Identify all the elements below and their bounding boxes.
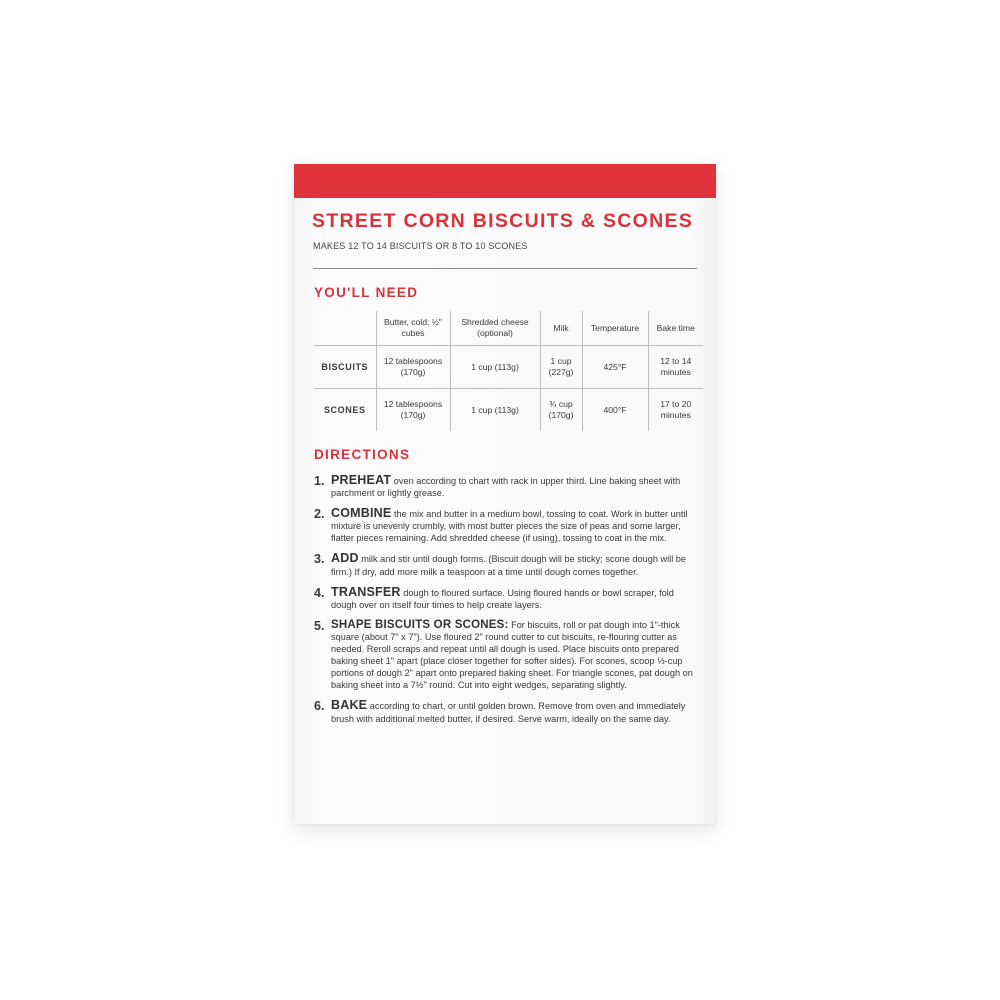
column-header: Bake time xyxy=(648,311,703,346)
step-number: 2. xyxy=(314,507,325,522)
step-number: 3. xyxy=(314,552,325,567)
step-number: 4. xyxy=(314,585,325,600)
column-header: Milk xyxy=(540,311,582,346)
recipe-title: STREET CORN BISCUITS & SCONES xyxy=(312,210,694,232)
step-lead: ADD xyxy=(331,551,359,566)
direction-step xyxy=(314,474,694,499)
table-cell: 17 to 20 minutes xyxy=(648,389,703,432)
direction-step xyxy=(314,586,694,611)
table-cell: 12 tablespoons (170g) xyxy=(376,346,450,389)
direction-step xyxy=(314,619,694,692)
step-number: 6. xyxy=(314,699,325,714)
step-body: dough to floured surface. Using floured hands or bowl scraper, fold dough over on itself four times to help create layers. xyxy=(331,587,674,610)
recipe-box-back xyxy=(294,164,716,824)
step-body: For biscuits, roll or pat dough into 1"-thick square (about 7" x 7"). Use floured 2" round cutter to cut biscuits, re-flouring cutter as needed. Reroll scraps and repeat until all dough is used. Place biscuits onto prepared baking sheet 1" apart (place closer together for softer sides). For scones, scoop ⅓-cup portions of dough 2" apart onto prepared baking sheet. For triangle scones, pat dough on baking sheet into a 7½" round. Cut into eight wedges, separating slightly. xyxy=(331,619,693,691)
direction-step xyxy=(314,699,694,724)
row-label: BISCUITS xyxy=(314,346,376,389)
step-lead: BAKE xyxy=(331,698,368,713)
table-cell: 1 cup (113g) xyxy=(450,389,540,432)
recipe-yield: MAKES 12 TO 14 BISCUITS OR 8 TO 10 SCONES xyxy=(313,241,528,251)
divider-rule xyxy=(313,268,697,269)
table-cell: 1 cup (113g) xyxy=(450,346,540,389)
step-body: the mix and butter in a medium bowl, tossing to coat. Work in butter until mixture is unevenly crumbly, with most butter pieces the size of peas and some larger, flatter pieces remaining. Add shredded cheese (if using), tossing to coat in the mix. xyxy=(331,509,688,544)
table-cell: 12 tablespoons (170g) xyxy=(376,389,450,432)
table-cell: 425°F xyxy=(582,346,648,389)
ingredients-chart xyxy=(314,311,703,431)
table-cell: 12 to 14 minutes xyxy=(648,346,703,389)
youll-need-heading: YOU'LL NEED xyxy=(314,285,419,300)
directions-heading: DIRECTIONS xyxy=(314,447,411,462)
direction-step xyxy=(314,507,694,544)
step-number: 5. xyxy=(314,618,325,633)
step-lead: TRANSFER xyxy=(331,584,401,599)
directions-list xyxy=(314,474,694,733)
table-row xyxy=(314,389,703,432)
step-body: according to chart, or until golden brown. Remove from oven and immediately brush with additional melted butter, if desired. Serve warm, ideally on the same day. xyxy=(331,701,686,724)
chart-corner-cell xyxy=(314,311,376,346)
table-cell: 400°F xyxy=(582,389,648,432)
step-lead: COMBINE xyxy=(331,506,392,521)
red-top-band xyxy=(294,164,716,198)
row-label: SCONES xyxy=(314,389,376,432)
chart-header-row xyxy=(314,311,703,346)
step-number: 1. xyxy=(314,474,325,488)
step-body: oven according to chart with rack in upper third. Line baking sheet with parchment or lightly grease. xyxy=(331,476,681,499)
direction-step xyxy=(314,552,694,577)
step-lead: PREHEAT xyxy=(331,473,392,487)
column-header: Shredded cheese (optional) xyxy=(450,311,540,346)
step-lead: SHAPE BISCUITS OR SCONES: xyxy=(331,618,509,631)
table-row xyxy=(314,346,703,389)
column-header: Butter, cold; ½" cubes xyxy=(376,311,450,346)
step-body: milk and stir until dough forms. (Biscuit dough will be sticky; scone dough will be firm.) If dry, add more milk a teaspoon at a time until dough comes together. xyxy=(331,554,687,577)
column-header: Temperature xyxy=(582,311,648,346)
table-cell: 1 cup (227g) xyxy=(540,346,582,389)
table-cell: ¾ cup (170g) xyxy=(540,389,582,432)
